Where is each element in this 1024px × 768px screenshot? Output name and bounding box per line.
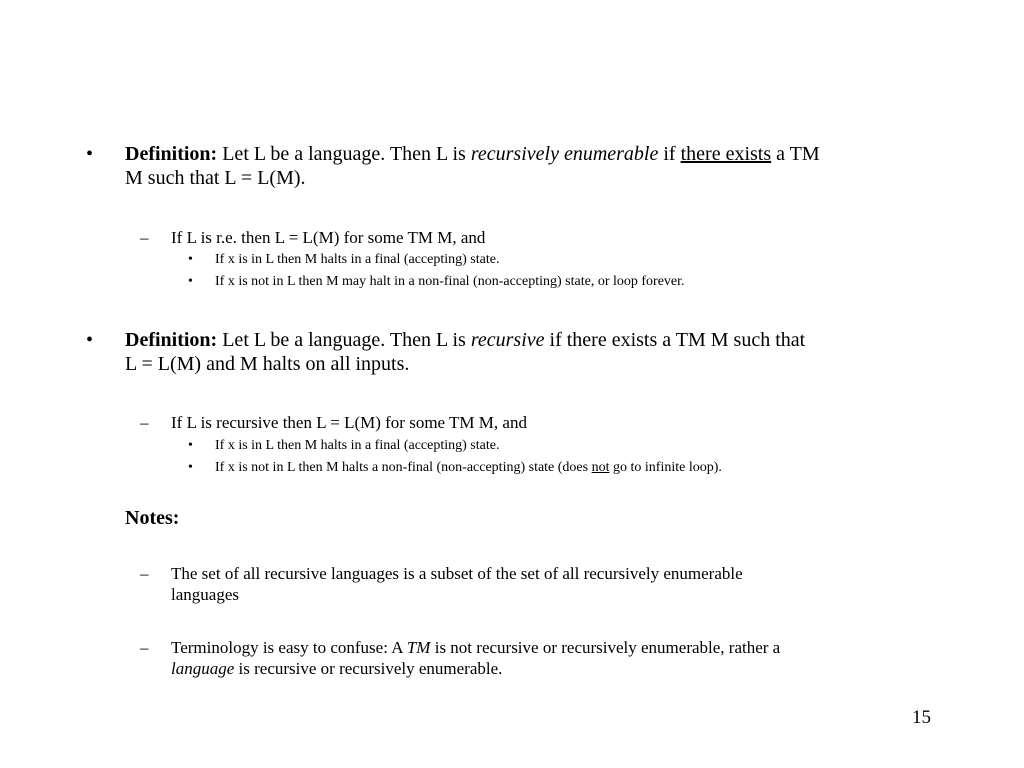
sub2-item2-post: go to infinite loop).: [609, 460, 722, 475]
note2-line1: [171, 637, 780, 658]
definition-2-line1: [125, 329, 805, 352]
definition-2-line2: L = L(M) and M halts on all inputs.: [125, 353, 410, 375]
sub2-item-1: If x is in L then M halts in a final (accepting) state.: [215, 438, 500, 453]
bullet-def1: •: [86, 143, 94, 165]
sub1-item-1: If x is in L then M halts in a final (accepting) state.: [215, 252, 500, 267]
note2-t2: is not recursive or recursively enumerable, rather a: [430, 638, 781, 657]
sub2-item2-not: not: [591, 460, 610, 475]
def2-t2: if there exists a TM M such that: [544, 329, 806, 351]
bullet-sub2-2: •: [188, 460, 193, 475]
def1-em: recursively enumerable: [470, 143, 659, 165]
def1-t1: Let L be a language. Then L is: [217, 143, 471, 165]
sub1-item-2: If x is not in L then M may halt in a non-final (non-accepting) state, or loop forever.: [215, 274, 685, 289]
note2-em2: language: [171, 659, 235, 678]
note1-line1: The set of all recursive languages is a subset of the set of all recursively enumerable: [171, 564, 743, 583]
definition-1-line2: M such that L = L(M).: [125, 167, 306, 189]
page-number: 15: [912, 707, 931, 728]
note1-line2: languages: [171, 585, 239, 604]
bullet-def2: •: [86, 329, 94, 351]
notes-heading: Notes:: [125, 507, 180, 529]
sub1-text: If L is r.e. then L = L(M) for some TM M, and: [171, 228, 486, 247]
definition-1-line1: [125, 143, 820, 166]
def1-u: there exists: [680, 143, 772, 165]
def2-em: recursive: [470, 329, 545, 351]
sub2-text: If L is recursive then L = L(M) for some TM M, and: [171, 413, 527, 432]
note2-em1: TM: [406, 638, 431, 657]
sub2-item2-pre: If x is not in L then M halts a non-final (non-accepting) state (does: [215, 460, 592, 475]
def2-label: Definition:: [125, 329, 218, 351]
dash-sub1: –: [140, 228, 149, 247]
dash-note1: –: [140, 564, 149, 583]
dash-sub2: –: [140, 413, 149, 432]
bullet-sub1-2: •: [188, 274, 193, 289]
note2-t1: Terminology is easy to confuse: A: [171, 638, 407, 657]
def1-label: Definition:: [125, 143, 218, 165]
note2-t3: is recursive or recursively enumerable.: [234, 659, 503, 678]
bullet-sub2-1: •: [188, 438, 193, 453]
note2-line2: [171, 658, 502, 679]
def2-t1: Let L be a language. Then L is: [217, 329, 471, 351]
def1-t3: a TM: [771, 143, 820, 165]
def1-t2: if: [658, 143, 681, 165]
dash-note2: –: [140, 638, 149, 657]
bullet-sub1-1: •: [188, 252, 193, 267]
sub2-item-2: [215, 459, 722, 477]
